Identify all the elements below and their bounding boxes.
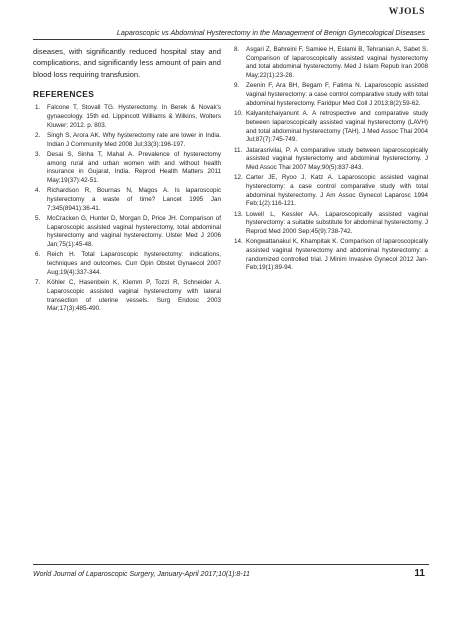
intro-paragraph: diseases, with significantly reduced hospital stay and complications, and significantly less amount of pain and blood loss requiring transfusion. xyxy=(33,47,221,79)
running-title: Laparoscopic vs Abdominal Hysterectomy in the Management of Benign Gynecological Diseases xyxy=(116,28,425,37)
reference-text: Zeenin F, Ara BH, Begam F, Fatima N. Laparoscopic assisted vaginal hysterectomy: a case control comparative study with total abdominal hysterectomy. Faridpur Med Coll J 2013;8(2):59-62. xyxy=(246,82,428,107)
reference-text: Köhler C, Hasenbein K, Klemm P, Tozzi R, Schneider A. Laparoscopic assisted vaginal hysterectomy with lateral transection of uterine vessels. Surg Endosc 2003 Mar;17(3):485-490. xyxy=(47,279,221,313)
reference-text: Asgari Z, Bahreini F, Samiee H, Eslami B, Tehranian A, Sabet S. Comparison of laparoscopically assisted vaginal hysterectomy and total abdominal hysterectomy. Med J Islam Repub Iran 2008 May;22(1):23-28. xyxy=(246,46,428,80)
header-rule xyxy=(33,39,429,40)
reference-item xyxy=(232,174,428,209)
references-heading: REFERENCES xyxy=(33,89,95,100)
reference-item xyxy=(232,82,428,108)
reference-text: Jatarasrivilai, P. A comparative study between laparoscopically assisted vaginal hysterectomy and abdominal hysterectomy. J Med Assoc Thai 2007 May;90(5):837-843. xyxy=(246,146,428,171)
reference-item xyxy=(232,147,428,173)
reference-number: 8. xyxy=(234,46,240,53)
reference-text: Kongwattanakul K, Khampitak K. Comparison of laparoscopically assisted vaginal hysterectomy and abdominal hysterectomy: a randomized controlled trial. J Minim Invasive Gynecol 2012 Jan-Feb;19(1):89-94. xyxy=(246,238,428,272)
reference-text: Kalyanitchaiyanunt A. A retrospective and comparative study between laparoscopically assisted vaginal hysterectomy (LAVH) and total abdominal hysterectomy (TAH). J Med Assoc Thai 2004 Jul;87(7):745-749. xyxy=(246,110,428,144)
reference-item xyxy=(232,110,428,145)
reference-item xyxy=(33,104,221,130)
reference-item xyxy=(232,211,428,237)
reference-text: Richardson R, Bournas N, Magos A. Is laparoscopic hysterectomy a waste of time? Lancet 1995 Jan 7;345(8941):36-41. xyxy=(47,187,221,212)
reference-item xyxy=(232,46,428,81)
reference-item xyxy=(33,187,221,213)
reference-text: Singh S, Arora AK. Why hysterectomy rate are lower in India. Indian J Community Med 2008 Jul;33(3):196-197. xyxy=(47,131,221,148)
reference-item xyxy=(33,151,221,186)
reference-item xyxy=(232,238,428,273)
reference-text: Reich H. Total Laparoscopic hysterectomy: indications, techniques and outcomes. Curr Opin Obstet Gynaecol 2007 Aug;19(4):337-344. xyxy=(47,251,221,276)
reference-number: 6. xyxy=(35,251,41,259)
reference-number: 14. xyxy=(234,238,243,246)
reference-number: 1. xyxy=(35,104,41,112)
reference-number: 9. xyxy=(234,82,240,90)
reference-list-right xyxy=(232,46,428,273)
reference-text: Desai S, Sinha T, Mahal A. Prevalence of hysterectomy among rural and urban women with and without health insurance in Gujarat, India. Reprod Health Matters 2011 May;19(37):42-51. xyxy=(47,150,221,185)
left-column xyxy=(33,46,221,316)
reference-number: 7. xyxy=(35,279,41,287)
reference-item xyxy=(33,251,221,277)
right-column xyxy=(232,46,428,275)
page-number: 11 xyxy=(414,568,425,579)
footer-rule xyxy=(33,564,429,565)
reference-number: 2. xyxy=(35,131,41,139)
footer-citation: World Journal of Laparoscopic Surgery, January-April 2017;10(1):8-11 xyxy=(33,571,250,578)
reference-number: 5. xyxy=(35,215,41,223)
reference-number: 10. xyxy=(234,110,243,118)
reference-item xyxy=(33,215,221,250)
reference-number: 3. xyxy=(35,150,41,158)
journal-abbreviation: WJOLS xyxy=(388,7,425,17)
reference-number: 11. xyxy=(234,146,243,154)
reference-item xyxy=(33,132,221,149)
reference-number: 12. xyxy=(234,174,243,182)
reference-list-left xyxy=(33,104,221,314)
reference-item xyxy=(33,279,221,314)
reference-text: Lowell L, Kessler AA. Laparoscopically assisted vaginal hysterectomy: a suitable substitute for abdominal hysterectomy. J Reprod Med 2000 Sep;45(9):738-742. xyxy=(246,210,428,236)
reference-number: 4. xyxy=(35,187,41,195)
reference-number: 13. xyxy=(234,210,243,218)
reference-text: Carter JE, Ryoo J, Katz A. Laparoscopic assisted vaginal hysterectomy: a case control comparative study with total abdominal hysterectomy. J Am Assoc Gynecol Laparosc 1994 Feb;1(2):116-121. xyxy=(246,174,428,208)
reference-text: Falcone T, Stovall TG. Hysterectomy. In Berek & Novak's gynaecology. 15th ed. Lippincott Williams & Wilkins, Wolters Kluwer; 2012. p. 803. xyxy=(47,104,221,129)
reference-text: McCracken G, Hunter D, Morgan D, Price JH. Comparison of Laparoscopic assisted vaginal hysterectomy, total abdominal hysterectomy and vaginal hysterectomy. Ulster Med J 2006 Jan;75(1):45-48. xyxy=(47,215,221,249)
